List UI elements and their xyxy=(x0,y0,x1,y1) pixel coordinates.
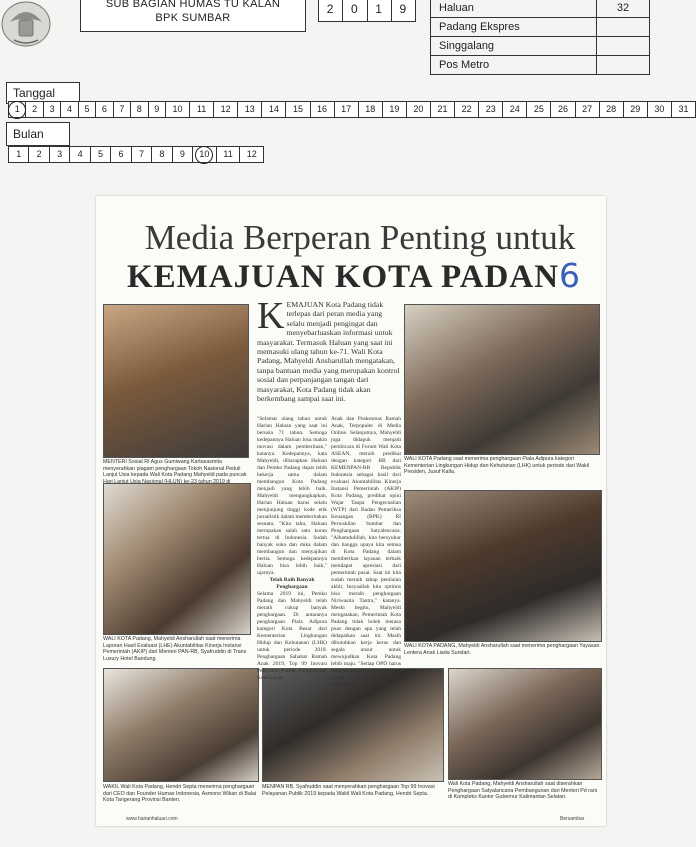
department-line-2: BPK SUMBAR xyxy=(155,12,231,24)
department-line-1: SUB BAGIAN HUMAS TU KALAN xyxy=(105,0,281,10)
tanggal-day-6: 6 xyxy=(96,102,113,117)
tanggal-day-11: 11 xyxy=(190,102,214,117)
photo-satyalancana xyxy=(448,668,602,780)
bulan-month-7: 7 xyxy=(132,147,152,162)
tanggal-day-21: 21 xyxy=(431,102,455,117)
year-digit: 0 xyxy=(343,0,367,21)
photo-lhe-akip xyxy=(103,483,251,635)
bulan-month-10: 10 xyxy=(193,147,217,162)
newspaper-count: 32 xyxy=(596,0,650,17)
garuda-emblem-icon xyxy=(0,0,52,50)
newspaper-name: Padang Ekspres xyxy=(430,18,596,36)
bulan-label: Bulan xyxy=(6,122,70,146)
newspaper-row xyxy=(430,56,650,75)
newspaper-count xyxy=(596,37,650,55)
tanggal-day-22: 22 xyxy=(455,102,479,117)
bulan-month-6: 6 xyxy=(111,147,131,162)
bulan-month-4: 4 xyxy=(70,147,90,162)
bulan-month-1: 1 xyxy=(9,147,29,162)
tanggal-day-27: 27 xyxy=(576,102,600,117)
newspaper-row xyxy=(430,18,650,37)
tanggal-day-30: 30 xyxy=(648,102,672,117)
caption-minister-award: MENTERI Sosial RI Agus Gumiwang Kartasasmita menyerahkan piagam penghargaan Tokoh Nasional Peduli Lanjut Usia kepada Wali Kota Padang Mahyeldi pada puncak xyxy=(103,459,247,479)
bulan-month-12: 12 xyxy=(240,147,264,162)
tanggal-day-3: 3 xyxy=(44,102,61,117)
bulan-month-8: 8 xyxy=(152,147,172,162)
article-column-a: "Selamat ulang tahun untuk Harian Haluan yang saat ini berusia 71 tahun. Semoga kedepannya Haluan bisa makin inovasi dalam pemberitaan," katanya. Kedepannya, kata Mahyeldi, diharapkan Haluan dan Pemko Padang dapat lebih bekerja sama dalam membangun Kota Padang menjadi yang lebih baik. Mahyeldi mengungkapkan, Harian Haluan harus selalu menjunjung tinggi kode etik jurnalistik dalam memberitakan sesuatu. "Kita tahu, Haluan merupakan salah satu koran tertua di Indonesia. Sudah banyak suka dan duka dalam membangun dan menyajikan berita. Semoga kedepannya Haluan bisa lebih baik," ujarnya. Telah Raih Banyak Penghargaan Selama 2019 ini, Pemko Padang dan Mahyeldi telah meraih cukup banyak penghargaan. Di antaranya penghargaan Piala Adipura kategori Kota Besar dari Kementerian Lingkungan Hidup dan Kehutanan (LHK) untuk periode 2018. Penghargaan Sahabat Ramah Anak 2019, Top 99 Inovasi Pelayanan Publik, Penghargaan Kota Layak xyxy=(257,416,327,681)
caption-humas-indonesia: WAKIL Wali Kota Padang, Hendri Septa menerima penghargaan dari CEO dan Founder Humas Indonesia, Asmono Wikan di Balai Kota Tangerang Provinsi Banten. xyxy=(103,784,257,804)
bulan-month-9: 9 xyxy=(173,147,193,162)
tanggal-day-17: 17 xyxy=(335,102,359,117)
tanggal-day-12: 12 xyxy=(214,102,238,117)
newspaper-count xyxy=(596,56,650,74)
newspaper-row xyxy=(430,0,650,18)
tanggal-day-8: 8 xyxy=(131,102,148,117)
article-lead: KEMAJUAN Kota Padang tidak terlepas dari peran media yang selalu menjadi pengingat dan menyebarluaskan informasi untuk masyarakat. Termasuk Haluan yang saat ini memasuki ulang tahun ke-71. Wali Kota Padang, Mahyeldi Ansharullah mengatakan, tanpa bantuan media yang merupakan kontrol sosial dan perpanjangan tangan dari masyarakat, Kota Padang tidak akan berkembang sampai saat ini. xyxy=(257,295,400,404)
newspaper-count xyxy=(596,18,650,36)
tanggal-day-23: 23 xyxy=(479,102,503,117)
newspaper-name: Pos Metro xyxy=(430,56,596,74)
year-digit: 1 xyxy=(368,0,392,21)
headline-line-1: Media Berperan Penting untuk xyxy=(144,218,576,257)
caption-lentera-anak: WALI KOTA PADANG, Mahyeldi Ansharullah saat menerima penghargaan Yayasan Lentera Anak Liada Sundari. xyxy=(404,643,600,656)
footer-continued: Bersambar xyxy=(560,816,585,822)
tanggal-day-31: 31 xyxy=(672,102,696,117)
bulan-row xyxy=(8,146,264,163)
photo-minister-award xyxy=(103,304,249,458)
tanggal-label: Tanggal xyxy=(6,82,80,104)
tanggal-day-20: 20 xyxy=(407,102,431,117)
newspaper-name: Haluan xyxy=(430,0,596,17)
headline-line-2 xyxy=(104,256,604,296)
year-digit: 2 xyxy=(319,0,343,21)
year-digit: 9 xyxy=(399,2,408,16)
tanggal-day-9: 9 xyxy=(149,102,166,117)
tanggal-day-2: 2 xyxy=(26,102,43,117)
caption-adipura: WALI KOTA Padang saat menerima penghargaan Piala Adipura kategori Kementerian Lingkungan Hidup dan Kehutanan (LHK) untuk periode dari Wakil Presiden, Jusuf Kalla. xyxy=(404,456,590,476)
bulan-month-2: 2 xyxy=(29,147,49,162)
year-box xyxy=(318,0,416,22)
tanggal-day-1: 1 xyxy=(9,102,26,117)
tanggal-day-10: 10 xyxy=(166,102,190,117)
tanggal-day-14: 14 xyxy=(262,102,286,117)
tanggal-day-16: 16 xyxy=(311,102,335,117)
caption-top99-inovasi: MENPAN RB, Syafruddin saat menyerahkan penghargaan Top 99 Inovasi Pelayanan Publik 2019 kepada Wakil Wali Kota Padang, Hendri Septa. xyxy=(262,784,435,797)
bulan-month-5: 5 xyxy=(91,147,111,162)
tanggal-row xyxy=(8,101,696,118)
newspaper-name: Singgalang xyxy=(430,37,596,55)
newspaper-table xyxy=(430,0,650,75)
newspaper-row xyxy=(430,37,650,56)
footer-url: www.harianhaluan.com xyxy=(126,816,178,822)
caption-satyalancana: Wali Kota Padang, Mahyeldi Ansharullah saat diserahkan Penghargaan Satyalancana Pembangunan dari Menteri Pd rani di Kompleks Kantor Gubernur Kalimantan Selatan. xyxy=(448,781,598,801)
tanggal-day-4: 4 xyxy=(61,102,78,117)
tanggal-day-28: 28 xyxy=(600,102,624,117)
tanggal-day-19: 19 xyxy=(383,102,407,117)
article-subheading: Telah Raih Banyak Penghargaan xyxy=(269,577,315,590)
handwritten-mark: 6 xyxy=(559,256,582,295)
tanggal-day-5: 5 xyxy=(79,102,96,117)
tanggal-day-7: 7 xyxy=(114,102,131,117)
headline-text: KEMAJUAN KOTA PADAN xyxy=(126,259,560,295)
photo-adipura xyxy=(404,304,600,455)
caption-lhe-akip: WALI KOTA Padang, Mahyeldi Ansharullah saat menerima Laporan Hasil Evaluasi (LHE) Akuntabilitas Kinerja Instansi Pemerintah (AKIP) dari Menteri PAN-RB, Syafruddin di Trans Luxury Hotel Bandung. xyxy=(103,636,247,663)
tanggal-day-18: 18 xyxy=(359,102,383,117)
tanggal-day-15: 15 xyxy=(286,102,310,117)
bulan-month-11: 11 xyxy=(217,147,241,162)
drop-cap: K xyxy=(257,295,285,337)
tanggal-day-26: 26 xyxy=(551,102,575,117)
tanggal-day-24: 24 xyxy=(503,102,527,117)
department-box xyxy=(80,0,306,32)
tanggal-day-29: 29 xyxy=(624,102,648,117)
tanggal-day-25: 25 xyxy=(527,102,551,117)
article-column-b: Anak dan Puskesmas Ramah Anak, Terpopuler di Media Online. Selanjutnya, Mahyeldi juga didapuk menjadi pembicara di Forum Wali Kota ASEAN, meraih predikat dengan kategori BB dari KEMENPAN-RB Republik Indonesia sebagai hasil dari evaluasi Akuntabilitas Kinerja Instansi Pemerintah (AKIP) Kota Padang, predikat opini Wajar Tanpa Pengecualian (WTP) dari Badan Pemeriksa Keuangan (BPK) RI Perwakilan Sumbar dan Penghargaan Satyalencana. "Alhamdulillah, kita bersyukur dan bangga upaya kita semua di Kota Padang dalam memberikan layanan terbaik mendapat apresiasi dari pemerintah pusat. Saat ini kita sudah meraih tahap penilaian akhir, Insyaallah kita optimis bisa meraih penghargaan Niriwasita Tantra," katanya. Meski begitu, Mahyeldi mengatakan, Pemerintah Kota Padang tidak boleh merasa puas dengan apa yang telah didapatkan saat ini. Masih dibutuhkan kerja keras dan segala unsur untuk mewujudkan Kota Padang lebih maju. "Setiap OPD harus bisa melahirkan inovasi-inovasi dalam pelayanan kepada masyarakat," kata Mahyeldi. (*) xyxy=(331,416,401,695)
photo-lentera-anak xyxy=(404,490,602,642)
bulan-month-3: 3 xyxy=(50,147,70,162)
tanggal-day-13: 13 xyxy=(238,102,262,117)
photo-humas-indonesia xyxy=(103,668,259,782)
